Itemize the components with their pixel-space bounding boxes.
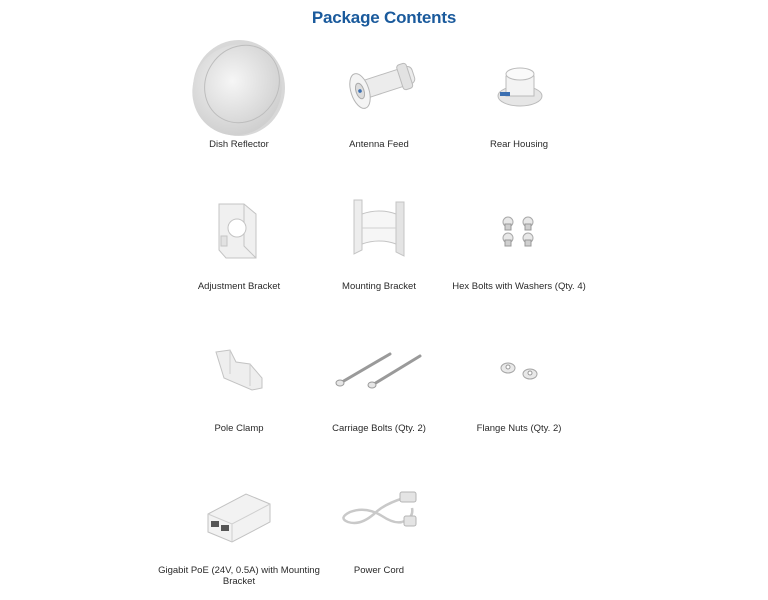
adjustment-bracket-icon (164, 180, 314, 280)
rear-housing-icon (444, 38, 594, 138)
item-label: Antenna Feed (349, 139, 409, 150)
item-label: Gigabit PoE (24V, 0.5A) with Mounting Bracket (158, 565, 320, 587)
item-label: Hex Bolts with Washers (Qty. 4) (452, 281, 586, 292)
item-label: Power Cord (353, 565, 405, 576)
item-label: Rear Housing (489, 139, 549, 150)
mounting-bracket-icon (304, 180, 454, 280)
power-cord-icon (304, 464, 454, 564)
dish-reflector-icon (164, 38, 314, 138)
item-label: Carriage Bolts (Qty. 2) (332, 423, 426, 434)
poe-adapter-icon (164, 464, 314, 564)
item-label: Flange Nuts (Qty. 2) (476, 423, 562, 434)
carriage-bolts-icon (304, 322, 454, 422)
pole-clamp-icon (164, 322, 314, 422)
antenna-feed-icon (304, 38, 454, 138)
page-title: Package Contents (311, 8, 457, 27)
hex-bolts-icon (444, 180, 594, 280)
item-label: Dish Reflector (209, 139, 269, 150)
item-label: Pole Clamp (214, 423, 264, 434)
item-label: Adjustment Bracket (197, 281, 281, 292)
flange-nuts-icon (444, 322, 594, 422)
item-label: Mounting Bracket (342, 281, 416, 292)
